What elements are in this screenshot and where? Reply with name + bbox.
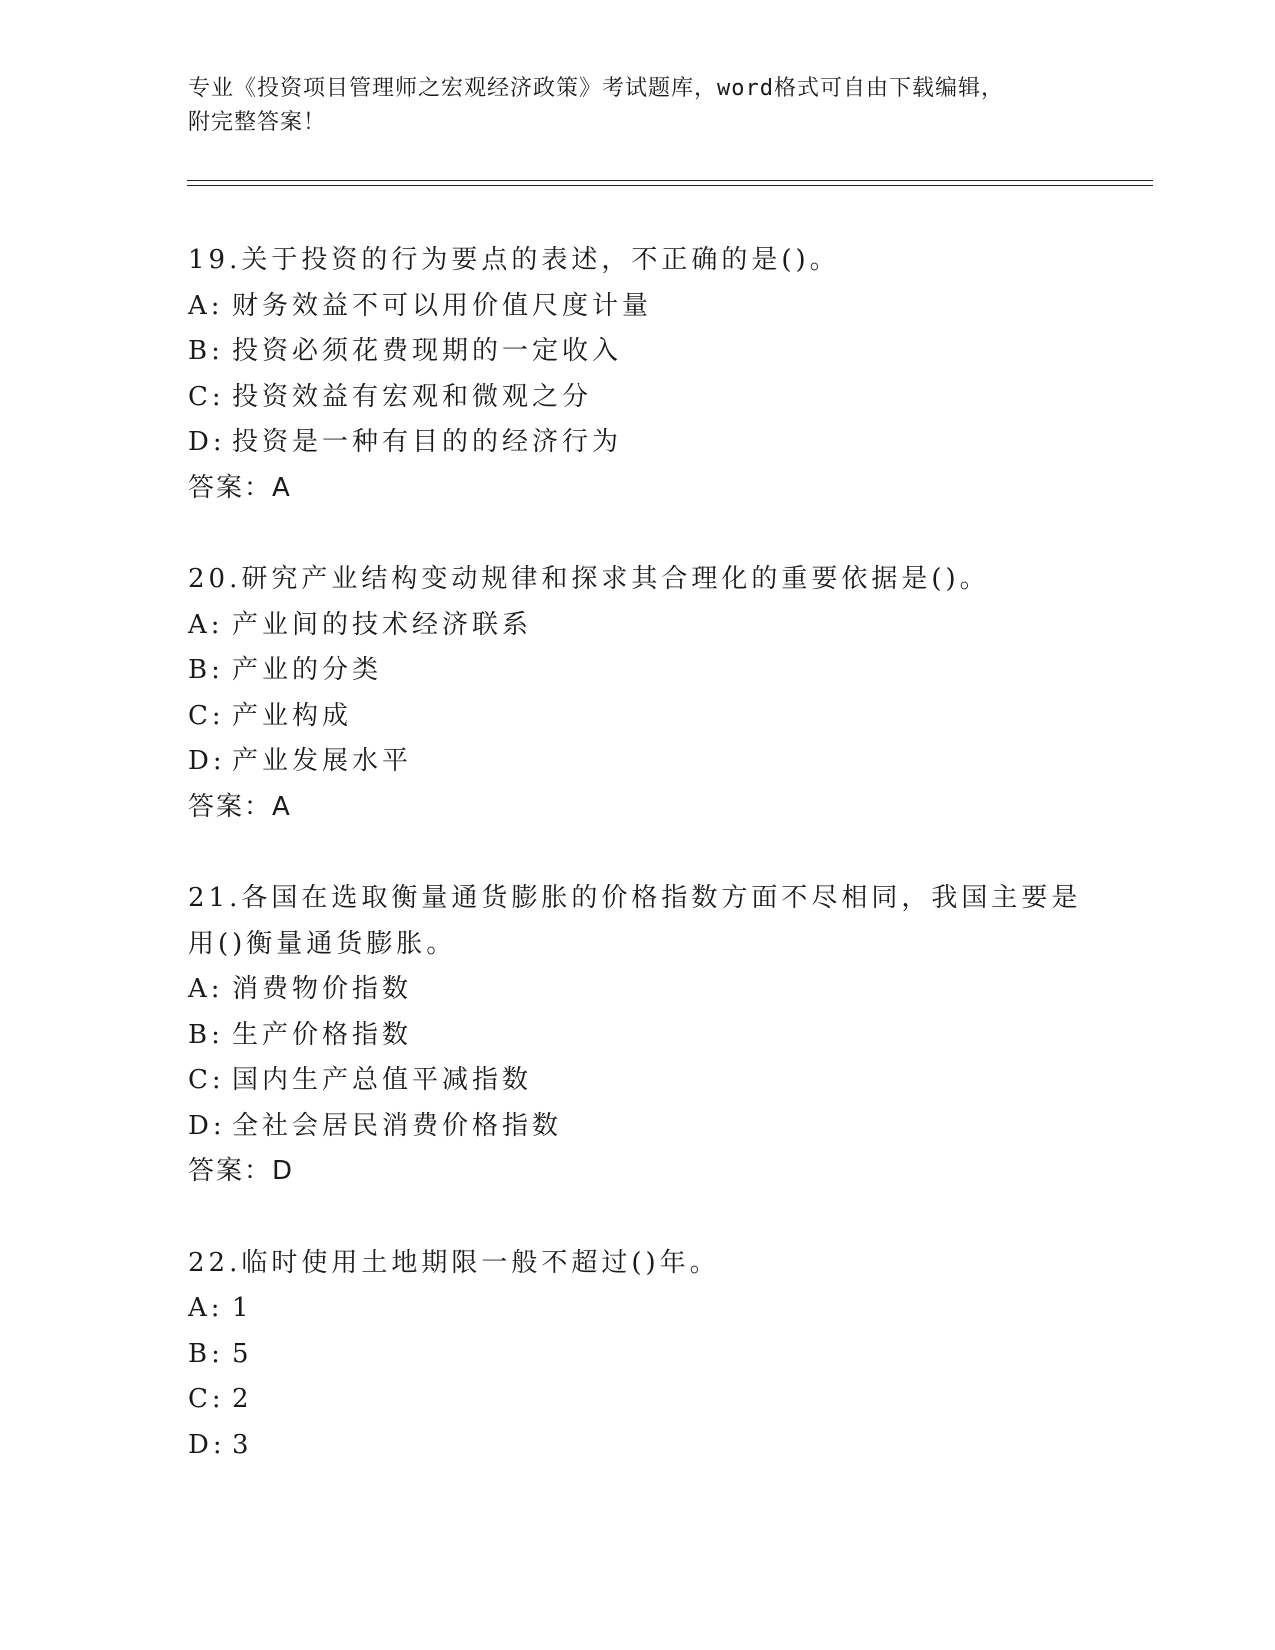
question-20 <box>188 557 1148 830</box>
option-letter: C: <box>188 381 225 412</box>
option-letter: D: <box>188 427 226 457</box>
option-letter: C: <box>188 1384 225 1414</box>
question-22 <box>188 1241 1148 1469</box>
option-text: 全社会居民消费价格指数 <box>232 1110 563 1141</box>
option-d <box>188 420 1148 466</box>
option-letter: B: <box>188 655 224 685</box>
option-b <box>188 1332 1148 1378</box>
option-letter: D: <box>188 1429 226 1460</box>
option-a <box>188 967 1148 1013</box>
option-text: 投资必须花费现期的一定收入 <box>232 336 623 366</box>
question-21 <box>188 876 1148 1195</box>
option-text: 1 <box>232 1293 253 1323</box>
document-header <box>188 72 1088 140</box>
option-letter: A: <box>188 290 224 321</box>
question-19 <box>188 238 1148 511</box>
option-b <box>188 329 1148 375</box>
option-text: 投资是一种有目的的经济行为 <box>232 427 623 457</box>
option-text: 产业构成 <box>232 700 353 731</box>
option-letter: A: <box>188 974 224 1004</box>
option-letter: B: <box>188 1338 224 1369</box>
option-letter: A: <box>188 1293 224 1323</box>
header-line-1: 专业《投资项目管理师之宏观经济政策》考试题库，word格式可自由下载编辑， <box>188 76 1004 101</box>
option-text: 产业的分类 <box>232 655 383 685</box>
option-text: 财务效益不可以用价值尺度计量 <box>232 290 653 321</box>
option-b <box>188 648 1148 694</box>
question-stem: 19.关于投资的行为要点的表述，不正确的是()。 <box>188 245 840 275</box>
option-c <box>188 694 1148 740</box>
header-divider-top <box>187 180 1153 181</box>
option-c <box>188 375 1148 421</box>
answer-line: 答案：A <box>188 791 292 822</box>
option-d <box>188 739 1148 785</box>
option-letter: D: <box>188 746 226 776</box>
option-letter: C: <box>188 1065 225 1095</box>
answer-line: 答案：A <box>188 472 292 503</box>
option-a <box>188 1286 1148 1332</box>
option-text: 消费物价指数 <box>232 974 413 1004</box>
option-letter: B: <box>188 1019 224 1050</box>
option-letter: A: <box>188 609 224 640</box>
option-text: 2 <box>232 1384 253 1414</box>
option-d <box>188 1423 1148 1469</box>
option-text: 产业发展水平 <box>232 746 413 776</box>
answer-line: 答案：D <box>188 1156 295 1186</box>
option-letter: C: <box>188 700 225 731</box>
option-d <box>188 1104 1148 1150</box>
option-b <box>188 1013 1148 1059</box>
question-list <box>188 238 1148 1514</box>
option-c <box>188 1377 1148 1423</box>
option-text: 生产价格指数 <box>232 1019 413 1050</box>
option-a <box>188 284 1148 330</box>
option-text: 5 <box>232 1338 253 1369</box>
option-text: 3 <box>232 1429 253 1460</box>
question-stem: 20.研究产业结构变动规律和探求其合理化的重要依据是()。 <box>188 564 990 594</box>
question-stem: 22.临时使用土地期限一般不超过()年。 <box>188 1247 720 1278</box>
option-a <box>188 603 1148 649</box>
option-text: 产业间的技术经济联系 <box>232 609 533 640</box>
option-text: 国内生产总值平减指数 <box>232 1065 533 1095</box>
header-line-2: 附完整答案！ <box>188 110 327 135</box>
question-stem: 21.各国在选取衡量通货膨胀的价格指数方面不尽相同，我国主要是用()衡量通货膨胀。 <box>188 883 1082 959</box>
option-c <box>188 1058 1148 1104</box>
option-text: 投资效益有宏观和微观之分 <box>232 381 593 412</box>
option-letter: B: <box>188 336 224 366</box>
header-divider-bottom <box>187 185 1153 186</box>
option-letter: D: <box>188 1110 226 1141</box>
